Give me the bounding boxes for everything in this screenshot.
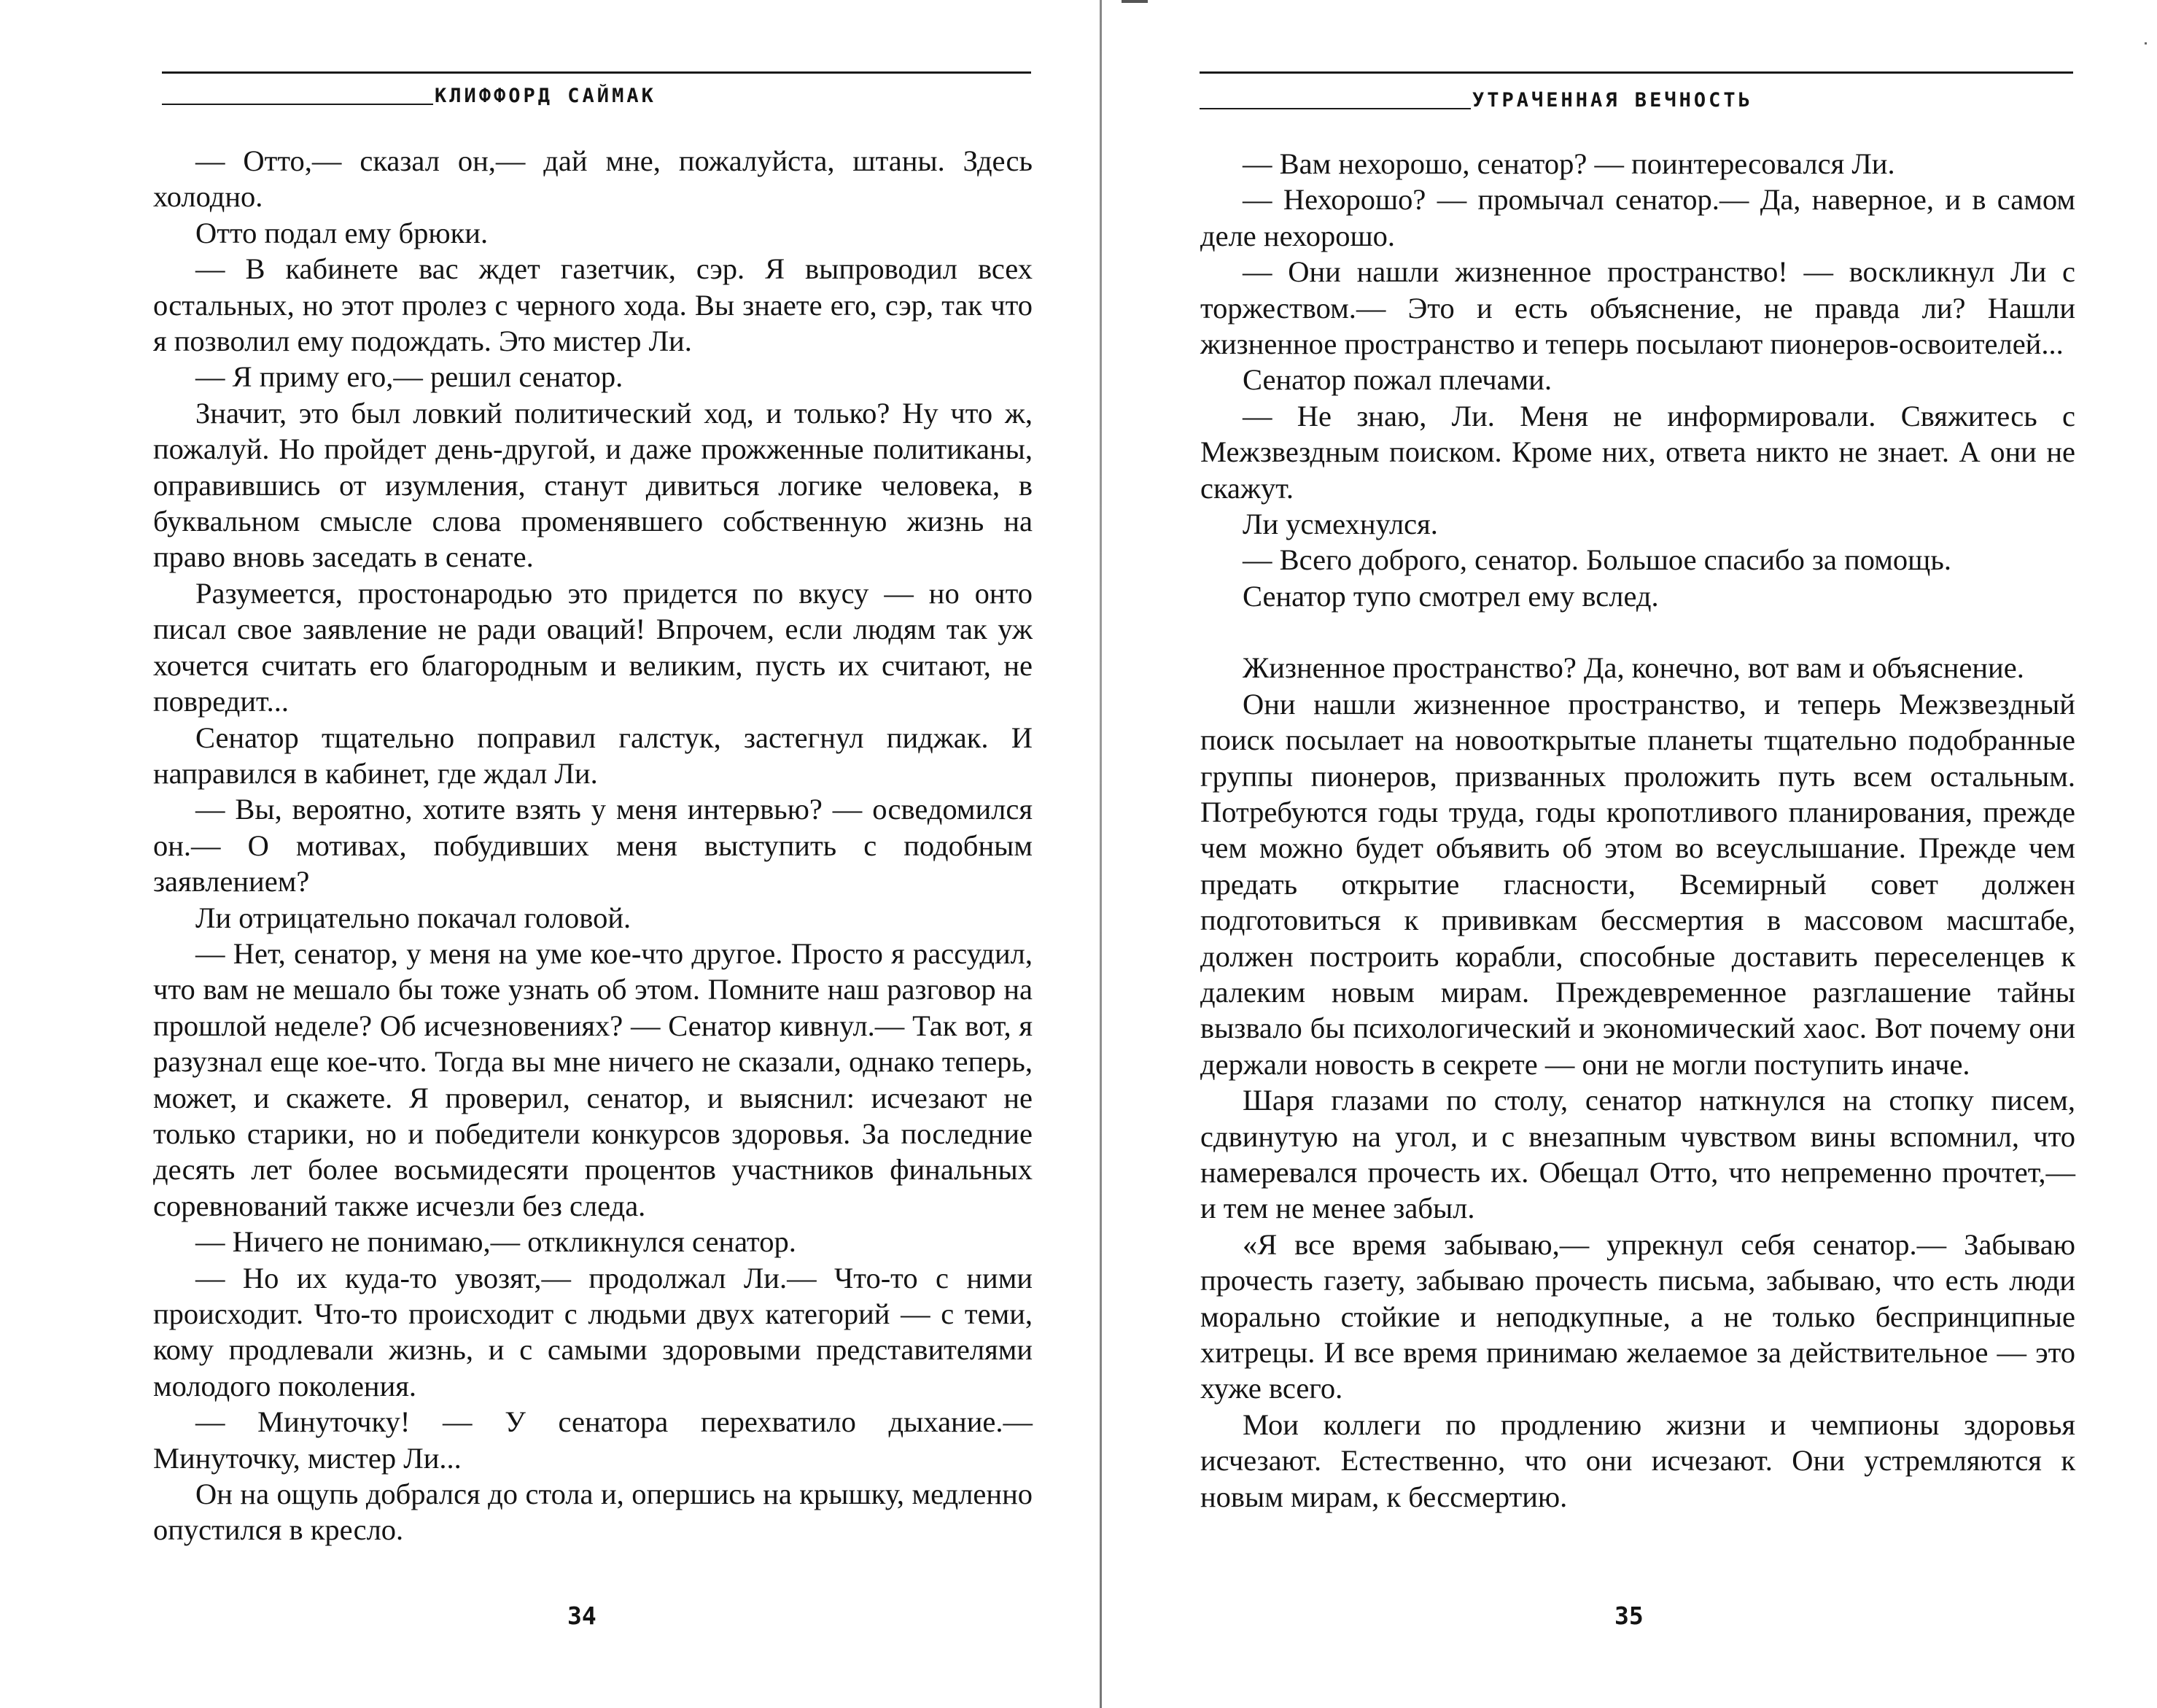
paragraph: Мои коллеги по продлению жизни и чемпионы здоровья исчезают. Естественно, что они исчезают. Они устремляются к новым мирам, к бессмертию.: [1200, 1408, 2075, 1513]
paragraph: — Вы, вероятно, хотите взять у меня интервью? — осведомился он.— О мотивах, побудивших меня выступить с подобным заявлением?: [153, 793, 1033, 898]
right-page: [1108, 0, 2157, 1708]
paragraph: — Нехорошо? — промычал сенатор.— Да, наверное, и в самом деле нехорошо.: [1200, 183, 2075, 252]
paragraph: Жизненное пространство? Да, конечно, вот вам и объяснение.: [1243, 651, 2024, 685]
paragraph: Сенатор пожал плечами.: [1243, 363, 1552, 397]
paragraph: Сенатор тупо смотрел ему вслед.: [1243, 579, 1659, 613]
paragraph: — Они нашли жизненное пространство! — воскликнул Ли с торжеством.— Это и есть объяснение, не правда ли? Нашли жизненное пространство и теперь посылают пионеров-освоителей...: [1200, 255, 2075, 361]
paragraph: Ли отрицательно покачал головой.: [195, 901, 631, 934]
paragraph: — Нет, сенатор, у меня на уме кое-что другое. Просто я рассудил, что вам не мешало бы тоже узнать об этом. Помните наш разговор на прошлой неделе? Об исчезновениях? — Сенатор кивнул.— Так вот, я разузнал еще кое-что. Тогда вы мне ничего не сказали, однако теперь, может, и скажете. Я проверил, сенатор, и выяснил: исчезают не только старики, но и победители конкурсов здоровья. За последние десять лет более восьмидесяти процентов участников финальных соревнований также исчезли без следа.: [153, 936, 1033, 1222]
paragraph: Отто подал ему брюки.: [195, 216, 489, 249]
page-number-right: 35: [1614, 1602, 1644, 1630]
header-rule-short: [1200, 108, 1471, 109]
paragraph: — Всего доброго, сенатор. Большое спасибо за помощь.: [1243, 543, 1951, 577]
paragraph: Они нашли жизненное пространство, и теперь Межзвездный поиск посылает на новооткрытые планеты тщательно подобранные группы пионеров, призванных проложить путь всем остальным. Потребуются годы труда, годы кропотливого планирования, прежде чем можно будет объявить об этом во всеуслышание. Прежде чем предать открытие гласности, Всемирный совет должен подготовиться к прививкам бессмертия в массовом масштабе, должен построить корабли, способные доставить переселенцев к далеким новым мирам. Преждевременное разглашение тайны вызвало бы психологический и экономический хаос. Вот почему они держали новость в секрете — они не могли поступить иначе.: [1200, 687, 2075, 1081]
paragraph: Шаря глазами по столу, сенатор наткнулся на стопку писем, сдвинутую на угол, и с внезапным чувством вины вспомнил, что намеревался прочесть их. Обещал Отто, что непременно прочтет,— и тем не менее забыл.: [1200, 1084, 2075, 1225]
paragraph: — Ничего не понимаю,— откликнулся сенатор.: [195, 1225, 796, 1259]
paragraph: — Не знаю, Ли. Меня не информировали. Свяжитесь с Межзвездным поиском. Кроме них, ответа никто не знает. А они не скажут.: [1200, 399, 2075, 505]
header-rule-top: [162, 71, 1031, 74]
page-number-left: 34: [567, 1602, 596, 1630]
header-rule-short: [162, 104, 433, 105]
paragraph: — Минуточку! — У сенатора перехватило дыхание.— Минуточку, мистер Ли...: [153, 1405, 1033, 1475]
paragraph: — Но их куда-то увозят,— продолжал Ли.— Что-то с ними происходит. Что-то происходит с людьми двух категорий — с теми, кому продлевали жизнь, и с самыми здоровыми представителями молодого поколения.: [153, 1261, 1033, 1402]
header-rule-top: [1200, 71, 2073, 74]
paragraph: «Я все время забываю,— упрекнул себя сенатор.— Забываю прочесть газету, забываю прочесть письма, забываю, что есть люди морально стойкие и неподкупные, а не только беспринципные хитрецы. И все время принимаю желаемое за действительное — это хуже всего.: [1200, 1227, 2075, 1405]
paragraph: Сенатор тщательно поправил галстук, застегнул пиджак. И направился в кабинет, где ждал Ли.: [153, 721, 1033, 790]
running-header-author: КЛИФФОРД САЙМАК: [435, 85, 656, 107]
paragraph: — Вам нехорошо, сенатор? — поинтересовался Ли.: [1243, 147, 1895, 180]
paragraph: — В кабинете вас ждет газетчик, сэр. Я выпроводил всех остальных, но этот пролез с черного хода. Вы знаете его, сэр, так что я позволил ему подождать. Это мистер Ли.: [153, 252, 1033, 358]
paragraph: Значит, это был ловкий политический ход, и только? Ну что ж, пожалуй. Но пройдет день-другой, и даже прожженные политиканы, оправившись от изумления, станут дивиться логике человека, в буквальном смысле слова променявшего собственную жизнь на право вновь заседать в сенате.: [153, 396, 1033, 574]
paragraph: — Я приму его,— решил сенатор.: [195, 360, 623, 394]
paragraph: Разумеется, простонародью это придется по вкусу — но онто писал свое заявление не ради оваций! Впрочем, если людям так уж хочется считать его благородным и великим, пусть их считают, не повредит...: [153, 576, 1033, 718]
right-body-text: [1200, 146, 2075, 1515]
paragraph: — Отто,— сказал он,— дай мне, пожалуйста, штаны. Здесь холодно.: [153, 144, 1033, 214]
paragraph: Ли усмехнулся.: [1243, 508, 1438, 541]
paragraph: Он на ощупь добрался до стола и, опершись на крышку, медленно опустился в кресло.: [153, 1478, 1033, 1547]
scan-speck: [2145, 42, 2147, 44]
book-gutter: [1100, 0, 1102, 1708]
left-body-text: [153, 143, 1033, 1548]
running-header-title: УТРАЧЕННАЯ ВЕЧНОСТЬ: [1472, 89, 1753, 112]
